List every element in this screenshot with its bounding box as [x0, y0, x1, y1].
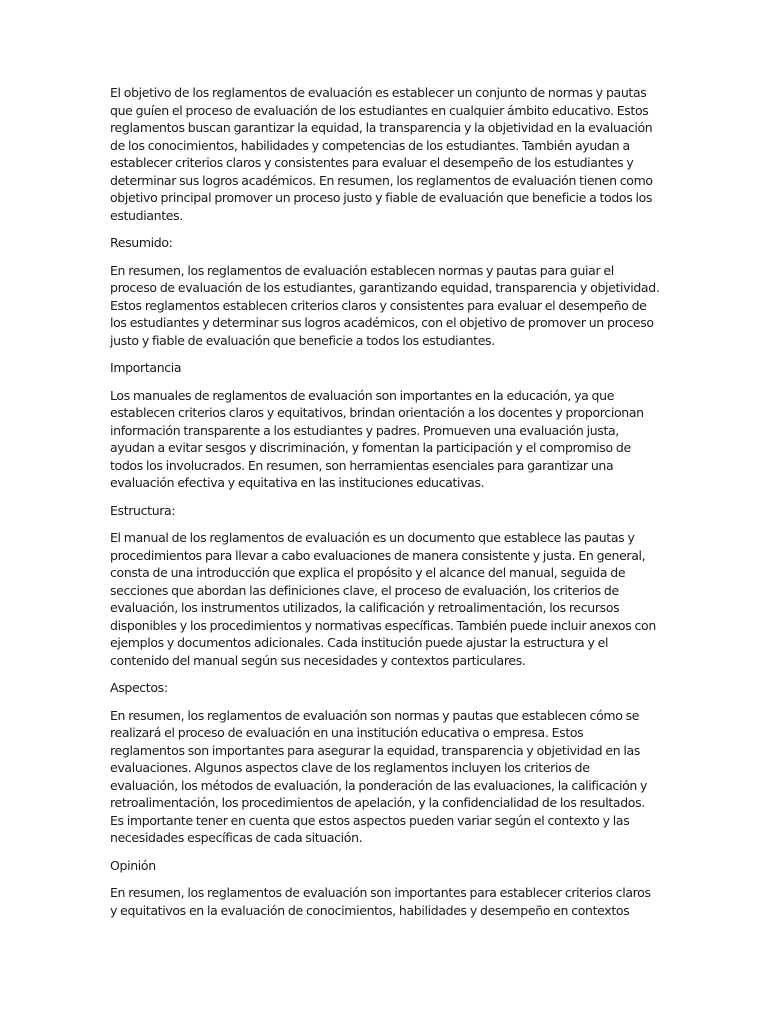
section-paragraph-resumido: En resumen, los reglamentos de evaluación establecen normas y pautas para guiar el proceso de evaluación de los estudiantes, garantizando equidad, transparencia y objetividad. Estos reglamentos establecen criterios claros y consistentes para evaluar el desempeño de los estudiantes y determinar sus logros académicos, con el objetivo de promover un proceso justo y fiable de evaluación que beneficie a todos los estudiantes. — [110, 262, 660, 348]
document-page — [110, 84, 660, 929]
section-heading-opinion: Opinión — [110, 857, 156, 873]
intro-paragraph: El objetivo de los reglamentos de evaluación es establecer un conjunto de normas y pautas que guíen el proceso de evaluación de los estudiantes en cualquier ámbito educativo. Estos reglamentos buscan garantizar la equidad, la transparencia y la objetividad en la evaluación de los conocimientos, habilidades y competencias de los estudiantes. También ayudan a establecer criterios claros y consistentes para evaluar el desempeño de los estudiantes y determinar sus logros académicos. En resumen, los reglamentos de evaluación tienen como objetivo principal promover un proceso justo y fiable de evaluación que beneficie a todos los estudiantes. — [110, 85, 653, 223]
section-paragraph-estructura: El manual de los reglamentos de evaluación es un documento que establece las pautas y procedimientos para llevar a cabo evaluaciones de manera consistente y justa. En general, consta de una introducción que explica el propósito y el alcance del manual, seguida de secciones que abordan las definiciones clave, el proceso de evaluación, los criterios de evaluación, los instrumentos utilizados, la calificación y retroalimentación, los recursos disponibles y los procedimientos y normativas específicas. También puede incluir anexos con ejemplos y documentos adicionales. Cada institución puede ajustar la estructura y el contenido del manual según sus necesidades y contextos particulares. — [110, 530, 656, 668]
section-heading-importancia: Importancia — [110, 360, 182, 375]
section-heading-estructura: Estructura: — [110, 502, 176, 518]
section-paragraph-importancia: Los manuales de reglamentos de evaluación son importantes en la educación, ya que establecen criterios claros y equitativos, brindan orientación a los docentes y proporcionan información transparente a los estudiantes y padres. Promueven una evaluación justa, ayudan a evitar sesgos y discriminación, y fomentan la participación y el compromiso de todos los involucrados. En resumen, son herramientas esenciales para garantizar una evaluación efectiva y equitativa en las instituciones educativas. — [110, 387, 644, 490]
section-heading-aspectos: Aspectos: — [110, 680, 168, 695]
section-heading-resumido: Resumido: — [110, 235, 173, 250]
section-paragraph-aspectos: En resumen, los reglamentos de evaluación son normas y pautas que establecen cómo se realizará el proceso de evaluación en una institución educativa o empresa. Estos reglamentos son importantes para asegurar la equidad, transparencia y objetividad en las evaluaciones. Algunos aspectos clave de los reglamentos incluyen los criterios de evaluación, los métodos de evaluación, la ponderación de las evaluaciones, la calificación y retroalimentación, los procedimientos de apelación, y la confidencialidad de los resultados. Es importante tener en cuenta que estos aspectos pueden variar según el contexto y las necesidades específicas de cada situación. — [110, 707, 648, 845]
section-paragraph-opinion: En resumen, los reglamentos de evaluación son importantes para establecer criterios claros y equitativos en la evaluación de conocimientos, habilidades y desempeño en contextos — [110, 885, 651, 918]
